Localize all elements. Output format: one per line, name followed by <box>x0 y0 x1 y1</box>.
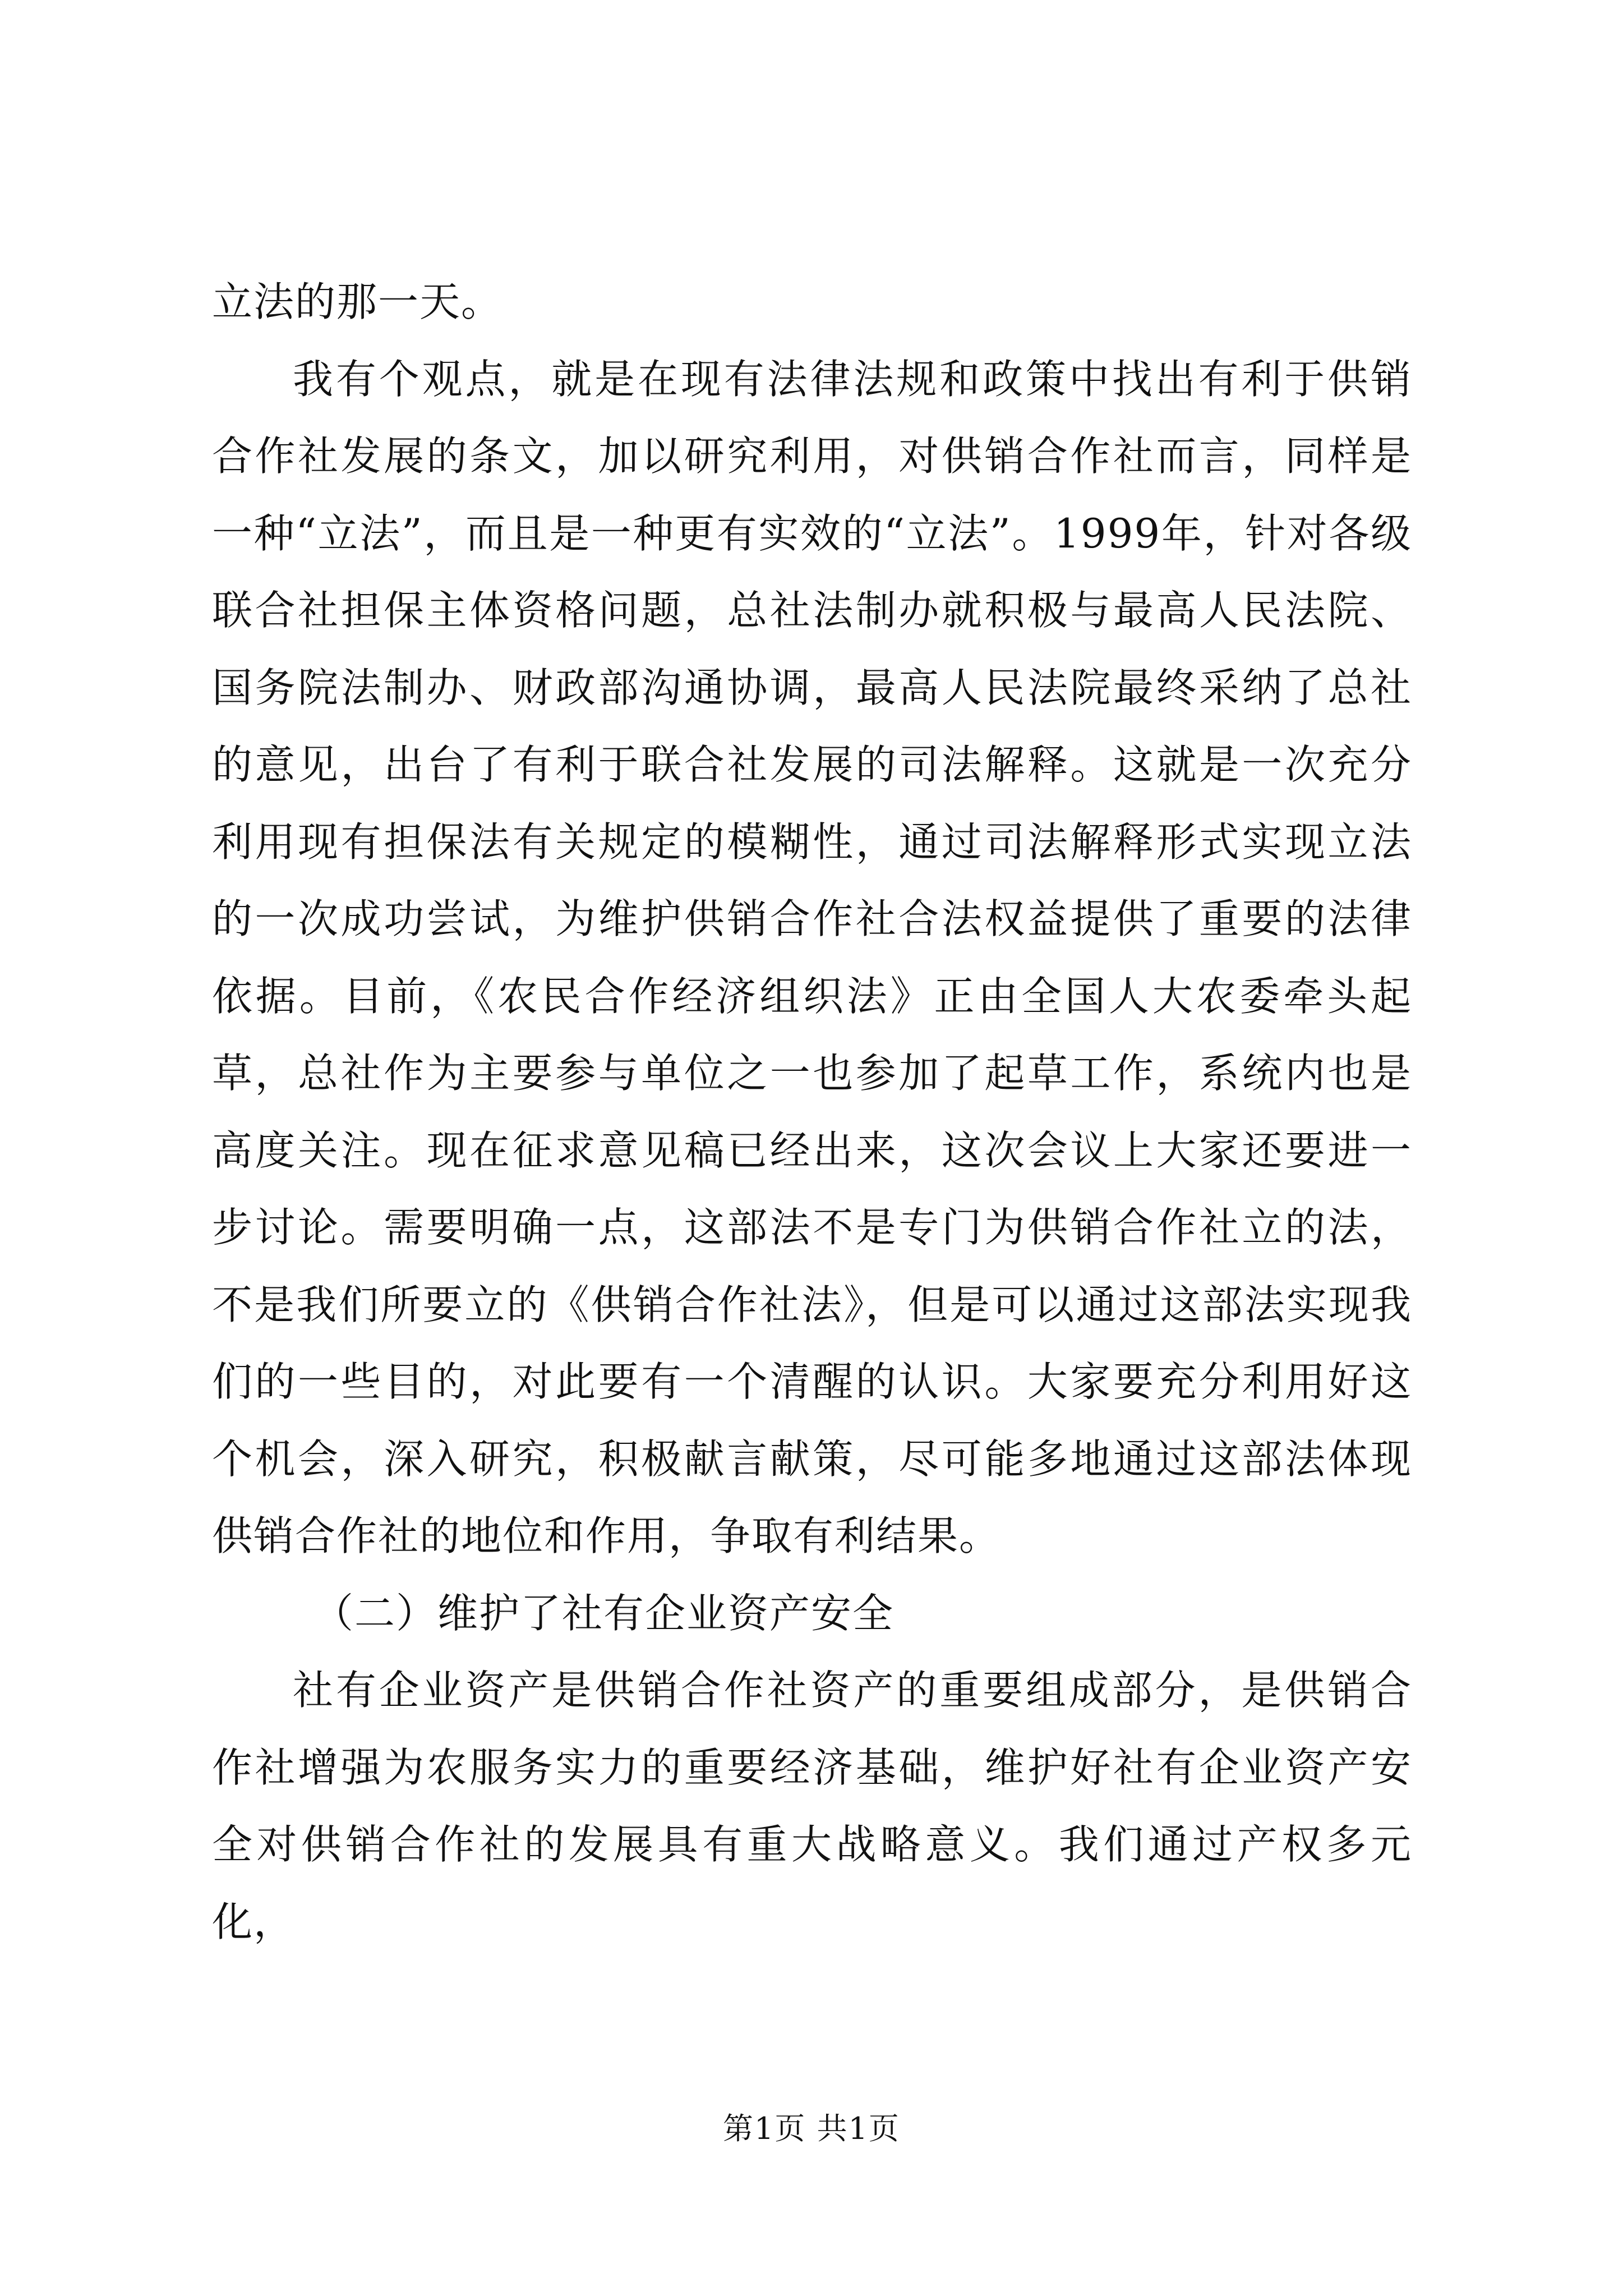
paragraph-asset-safety: 社有企业资产是供销合作社资产的重要组成部分，是供销合作社增强为农服务实力的重要经济基础，维护好社有企业资产安全对供销合作社的发展具有重大战略意义。我们通过产权多元化， <box>212 1667 1412 1945</box>
page-footer: 第1页 共1页 <box>723 2111 900 2146</box>
section-heading: （二）维护了社有企业资产安全 <box>313 1589 895 1637</box>
document-body <box>212 264 1412 1961</box>
paragraph-legislation-view: 我有个观点，就是在现有法律法规和政策中找出有利于供销合作社发展的条文，加以研究利用，对供销合作社而言，同样是一种“立法”，而且是一种更有实效的“立法”。1999年，针对各级联合社担保主体资格问题，总社法制办就积极与最高人民法院、国务院法制办、财政部沟通协调，最高人民法院最终采纳了总社的意见，出台了有利于联合社发展的司法解释。这就是一次充分利用现有担保法有关规定的模糊性，通过司法解释形式实现立法的一次成功尝试，为维护供销合作社合法权益提供了重要的法律依据。目前，《农民合作经济组织法》正由全国人大农委牵头起草，总社作为主要参与单位之一也参加了起草工作，系统内也是高度关注。现在征求意见稿已经出来，这次会议上大家还要进一步讨论。需要明确一点，这部法不是专门为供销合作社立的法，不是我们所要立的《供销合作社法》，但是可以通过这部法实现我们的一些目的，对此要有一个清醒的认识。大家要充分利用好这个机会，深入研究，积极献言献策，尽可能多地通过这部法体现供销合作社的地位和作用，争取有利结果。 <box>212 355 1412 1559</box>
paragraph-continuation: 立法的那一天。 <box>212 278 503 325</box>
